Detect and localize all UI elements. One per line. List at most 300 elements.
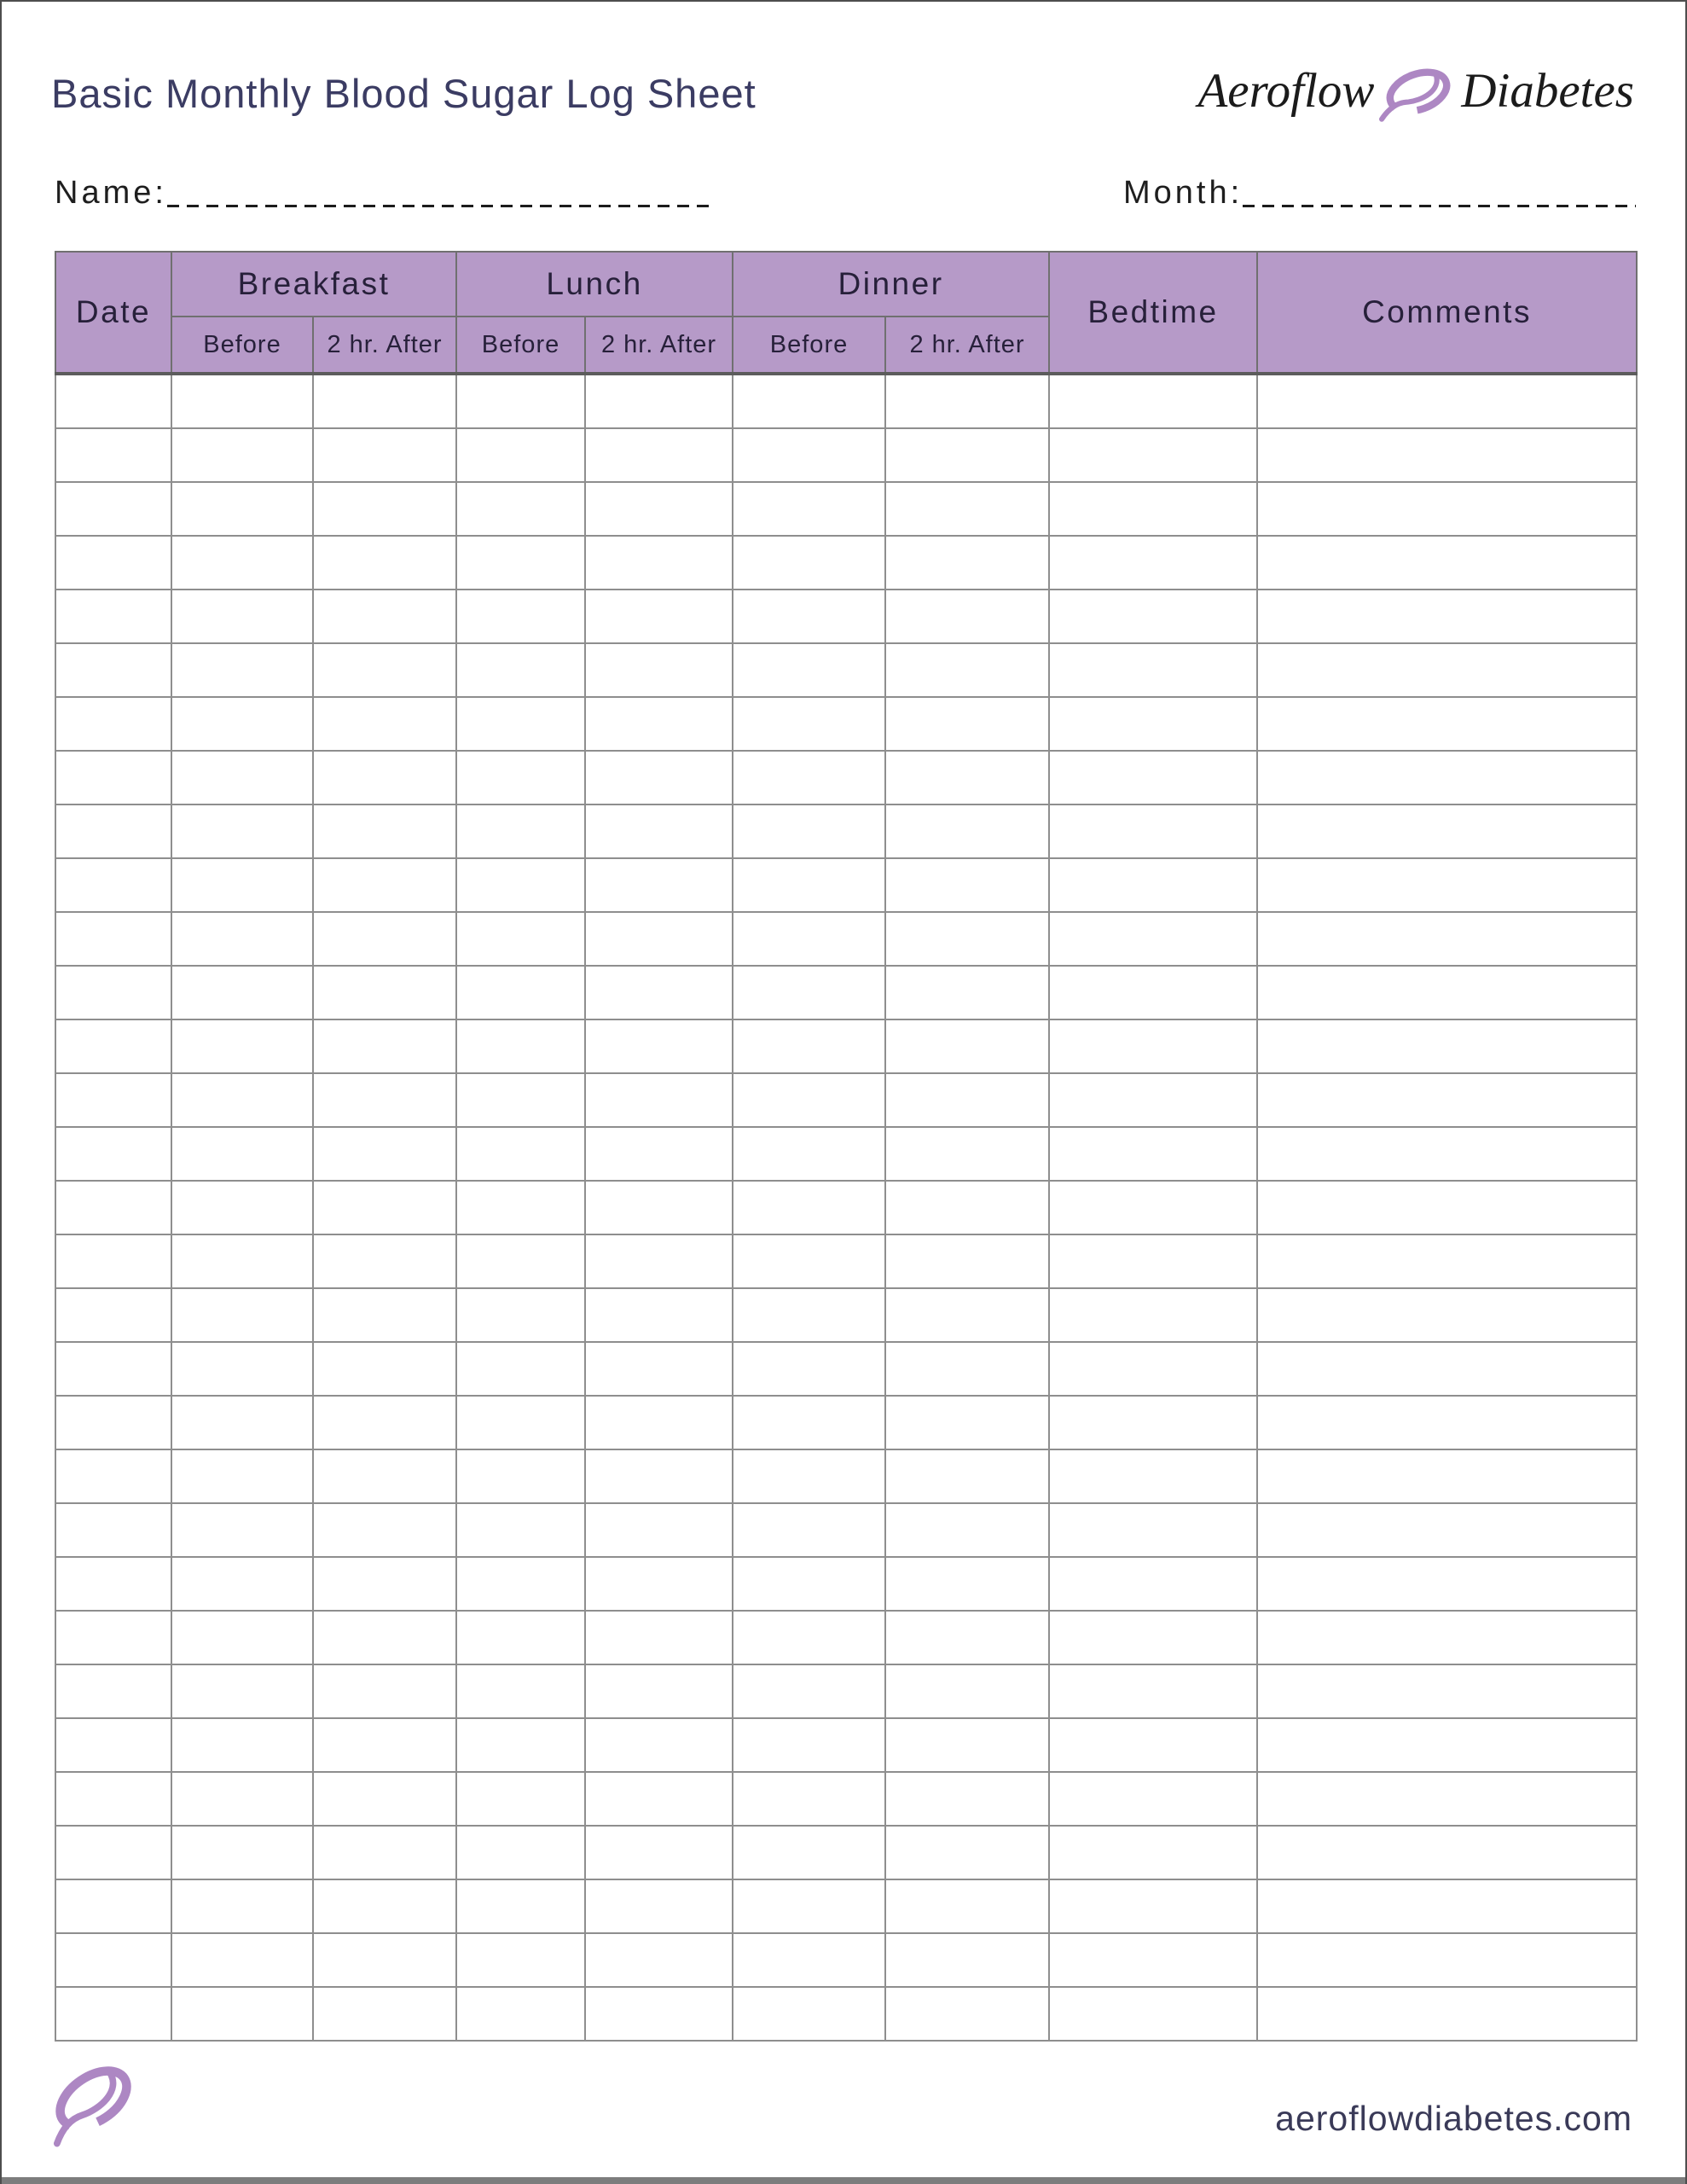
cell-date[interactable] [55, 1611, 171, 1664]
cell-bedtime[interactable] [1049, 1664, 1257, 1718]
cell-breakfast-before[interactable] [171, 1127, 313, 1181]
cell-lunch-before[interactable] [456, 1181, 585, 1234]
cell-dinner-before[interactable] [733, 1611, 885, 1664]
cell-bedtime[interactable] [1049, 1611, 1257, 1664]
cell-lunch-before[interactable] [456, 536, 585, 590]
cell-breakfast-before[interactable] [171, 428, 313, 482]
cell-dinner-after[interactable] [885, 697, 1049, 751]
cell-comments[interactable] [1257, 643, 1637, 697]
cell-dinner-after[interactable] [885, 1557, 1049, 1611]
cell-dinner-after[interactable] [885, 1073, 1049, 1127]
cell-lunch-before[interactable] [456, 1503, 585, 1557]
cell-lunch-before[interactable] [456, 1718, 585, 1772]
cell-dinner-before[interactable] [733, 966, 885, 1019]
cell-comments[interactable] [1257, 912, 1637, 966]
cell-bedtime[interactable] [1049, 1073, 1257, 1127]
cell-bedtime[interactable] [1049, 1127, 1257, 1181]
cell-breakfast-before[interactable] [171, 1664, 313, 1718]
cell-lunch-before[interactable] [456, 966, 585, 1019]
cell-comments[interactable] [1257, 428, 1637, 482]
cell-breakfast-after[interactable] [313, 858, 456, 912]
cell-bedtime[interactable] [1049, 1449, 1257, 1503]
cell-comments[interactable] [1257, 374, 1637, 428]
cell-bedtime[interactable] [1049, 482, 1257, 536]
cell-dinner-before[interactable] [733, 1342, 885, 1396]
cell-breakfast-before[interactable] [171, 482, 313, 536]
cell-comments[interactable] [1257, 536, 1637, 590]
cell-breakfast-after[interactable] [313, 1557, 456, 1611]
cell-date[interactable] [55, 912, 171, 966]
cell-lunch-before[interactable] [456, 374, 585, 428]
cell-date[interactable] [55, 1718, 171, 1772]
cell-dinner-before[interactable] [733, 1772, 885, 1826]
cell-lunch-before[interactable] [456, 1288, 585, 1342]
cell-lunch-after[interactable] [585, 804, 733, 858]
table-row [55, 1987, 1637, 2041]
cell-bedtime[interactable] [1049, 1019, 1257, 1073]
cell-dinner-after[interactable] [885, 1396, 1049, 1449]
cell-breakfast-before[interactable] [171, 1288, 313, 1342]
cell-breakfast-after[interactable] [313, 1664, 456, 1718]
cell-breakfast-after[interactable] [313, 1127, 456, 1181]
cell-lunch-before[interactable] [456, 590, 585, 643]
cell-lunch-before[interactable] [456, 1611, 585, 1664]
cell-dinner-before[interactable] [733, 1826, 885, 1879]
cell-lunch-after[interactable] [585, 536, 733, 590]
cell-breakfast-after[interactable] [313, 1718, 456, 1772]
cell-bedtime[interactable] [1049, 1503, 1257, 1557]
cell-date[interactable] [55, 428, 171, 482]
cell-dinner-after[interactable] [885, 1826, 1049, 1879]
cell-lunch-before[interactable] [456, 482, 585, 536]
cell-dinner-before[interactable] [733, 374, 885, 428]
cell-lunch-before[interactable] [456, 1557, 585, 1611]
cell-lunch-after[interactable] [585, 1073, 733, 1127]
cell-breakfast-after[interactable] [313, 374, 456, 428]
cell-breakfast-before[interactable] [171, 912, 313, 966]
cell-breakfast-before[interactable] [171, 1181, 313, 1234]
cell-comments[interactable] [1257, 1718, 1637, 1772]
table-row [55, 804, 1637, 858]
cell-lunch-before[interactable] [456, 643, 585, 697]
cell-bedtime[interactable] [1049, 1718, 1257, 1772]
cell-dinner-after[interactable] [885, 858, 1049, 912]
cell-breakfast-before[interactable] [171, 1826, 313, 1879]
log-table-body [55, 374, 1637, 2041]
cell-lunch-before[interactable] [456, 1449, 585, 1503]
cell-breakfast-after[interactable] [313, 428, 456, 482]
cell-breakfast-after[interactable] [313, 804, 456, 858]
cell-breakfast-after[interactable] [313, 1288, 456, 1342]
cell-date[interactable] [55, 1019, 171, 1073]
cell-breakfast-before[interactable] [171, 590, 313, 643]
cell-date[interactable] [55, 697, 171, 751]
cell-lunch-before[interactable] [456, 1772, 585, 1826]
cell-breakfast-before[interactable] [171, 1718, 313, 1772]
cell-dinner-after[interactable] [885, 1127, 1049, 1181]
cell-breakfast-before[interactable] [171, 1449, 313, 1503]
column-header-dinner: Dinner [733, 252, 1049, 317]
cell-breakfast-before[interactable] [171, 1073, 313, 1127]
cell-lunch-before[interactable] [456, 912, 585, 966]
cell-comments[interactable] [1257, 1396, 1637, 1449]
cell-date[interactable] [55, 374, 171, 428]
cell-lunch-before[interactable] [456, 1019, 585, 1073]
cell-comments[interactable] [1257, 1342, 1637, 1396]
cell-breakfast-after[interactable] [313, 1772, 456, 1826]
cell-breakfast-after[interactable] [313, 912, 456, 966]
cell-dinner-after[interactable] [885, 1611, 1049, 1664]
name-field [55, 172, 716, 213]
cell-date[interactable] [55, 643, 171, 697]
cell-bedtime[interactable] [1049, 751, 1257, 804]
cell-bedtime[interactable] [1049, 1396, 1257, 1449]
cell-comments[interactable] [1257, 1449, 1637, 1503]
cell-bedtime[interactable] [1049, 590, 1257, 643]
cell-date[interactable] [55, 1772, 171, 1826]
cell-date[interactable] [55, 1181, 171, 1234]
cell-dinner-before[interactable] [733, 482, 885, 536]
cell-comments[interactable] [1257, 1772, 1637, 1826]
cell-lunch-after[interactable] [585, 912, 733, 966]
cell-dinner-before[interactable] [733, 1396, 885, 1449]
cell-lunch-after[interactable] [585, 1611, 733, 1664]
cell-lunch-before[interactable] [456, 1073, 585, 1127]
cell-dinner-before[interactable] [733, 751, 885, 804]
cell-date[interactable] [55, 1288, 171, 1342]
cell-breakfast-before[interactable] [171, 1396, 313, 1449]
cell-lunch-after[interactable] [585, 1503, 733, 1557]
cell-breakfast-after[interactable] [313, 1611, 456, 1664]
cell-dinner-before[interactable] [733, 1073, 885, 1127]
cell-dinner-before[interactable] [733, 1288, 885, 1342]
table-row [55, 1611, 1637, 1664]
cell-bedtime[interactable] [1049, 1288, 1257, 1342]
cell-dinner-after[interactable] [885, 1503, 1049, 1557]
cell-dinner-before[interactable] [733, 428, 885, 482]
cell-lunch-after[interactable] [585, 1826, 733, 1879]
cell-lunch-after[interactable] [585, 1019, 733, 1073]
cell-date[interactable] [55, 1449, 171, 1503]
cell-date[interactable] [55, 1073, 171, 1127]
cell-lunch-after[interactable] [585, 966, 733, 1019]
cell-dinner-before[interactable] [733, 1019, 885, 1073]
cell-lunch-before[interactable] [456, 751, 585, 804]
cell-breakfast-after[interactable] [313, 643, 456, 697]
cell-dinner-before[interactable] [733, 1127, 885, 1181]
cell-bedtime[interactable] [1049, 1772, 1257, 1826]
cell-breakfast-after[interactable] [313, 1019, 456, 1073]
cell-breakfast-before[interactable] [171, 966, 313, 1019]
cell-dinner-before[interactable] [733, 1933, 885, 1987]
cell-date[interactable] [55, 751, 171, 804]
cell-breakfast-before[interactable] [171, 1019, 313, 1073]
cell-lunch-after[interactable] [585, 858, 733, 912]
cell-breakfast-before[interactable] [171, 1611, 313, 1664]
cell-lunch-after[interactable] [585, 697, 733, 751]
cell-lunch-before[interactable] [456, 1879, 585, 1933]
cell-breakfast-after[interactable] [313, 1503, 456, 1557]
cell-lunch-before[interactable] [456, 428, 585, 482]
cell-comments[interactable] [1257, 751, 1637, 804]
cell-dinner-before[interactable] [733, 1449, 885, 1503]
cell-comments[interactable] [1257, 1503, 1637, 1557]
cell-lunch-after[interactable] [585, 590, 733, 643]
cell-dinner-after[interactable] [885, 804, 1049, 858]
cell-breakfast-before[interactable] [171, 1342, 313, 1396]
cell-dinner-after[interactable] [885, 1181, 1049, 1234]
cell-bedtime[interactable] [1049, 1987, 1257, 2041]
cell-breakfast-after[interactable] [313, 1181, 456, 1234]
cell-breakfast-after[interactable] [313, 536, 456, 590]
cell-breakfast-before[interactable] [171, 1234, 313, 1288]
cell-bedtime[interactable] [1049, 536, 1257, 590]
cell-dinner-after[interactable] [885, 1019, 1049, 1073]
cell-dinner-after[interactable] [885, 590, 1049, 643]
cell-date[interactable] [55, 1664, 171, 1718]
cell-dinner-after[interactable] [885, 1718, 1049, 1772]
cell-lunch-after[interactable] [585, 1342, 733, 1396]
cell-breakfast-before[interactable] [171, 1987, 313, 2041]
cell-lunch-before[interactable] [456, 1127, 585, 1181]
cell-date[interactable] [55, 1826, 171, 1879]
cell-lunch-after[interactable] [585, 1557, 733, 1611]
cell-dinner-before[interactable] [733, 536, 885, 590]
cell-comments[interactable] [1257, 1879, 1637, 1933]
cell-bedtime[interactable] [1049, 1933, 1257, 1987]
cell-breakfast-before[interactable] [171, 1503, 313, 1557]
cell-lunch-after[interactable] [585, 428, 733, 482]
cell-lunch-after[interactable] [585, 1234, 733, 1288]
cell-comments[interactable] [1257, 697, 1637, 751]
cell-lunch-before[interactable] [456, 1664, 585, 1718]
cell-dinner-after[interactable] [885, 1288, 1049, 1342]
brand-name-diabetes: Diabetes [1461, 63, 1634, 118]
cell-lunch-before[interactable] [456, 1987, 585, 2041]
cell-comments[interactable] [1257, 1933, 1637, 1987]
cell-lunch-before[interactable] [456, 804, 585, 858]
cell-dinner-before[interactable] [733, 858, 885, 912]
cell-date[interactable] [55, 1503, 171, 1557]
cell-comments[interactable] [1257, 1073, 1637, 1127]
cell-bedtime[interactable] [1049, 912, 1257, 966]
cell-breakfast-after[interactable] [313, 1879, 456, 1933]
cell-date[interactable] [55, 1127, 171, 1181]
cell-date[interactable] [55, 1557, 171, 1611]
cell-lunch-after[interactable] [585, 751, 733, 804]
cell-lunch-before[interactable] [456, 1933, 585, 1987]
cell-comments[interactable] [1257, 1611, 1637, 1664]
cell-lunch-after[interactable] [585, 1127, 733, 1181]
cell-dinner-before[interactable] [733, 1503, 885, 1557]
cell-bedtime[interactable] [1049, 858, 1257, 912]
cell-date[interactable] [55, 590, 171, 643]
cell-lunch-after[interactable] [585, 1288, 733, 1342]
cell-bedtime[interactable] [1049, 428, 1257, 482]
cell-dinner-before[interactable] [733, 912, 885, 966]
cell-bedtime[interactable] [1049, 1234, 1257, 1288]
cell-lunch-after[interactable] [585, 1772, 733, 1826]
cell-breakfast-after[interactable] [313, 590, 456, 643]
cell-date[interactable] [55, 1342, 171, 1396]
log-table-header [55, 252, 1637, 374]
cell-dinner-before[interactable] [733, 1718, 885, 1772]
cell-dinner-after[interactable] [885, 1879, 1049, 1933]
column-header-breakfast: Breakfast [171, 252, 456, 317]
cell-dinner-after[interactable] [885, 1342, 1049, 1396]
cell-lunch-after[interactable] [585, 1181, 733, 1234]
cell-date[interactable] [55, 1933, 171, 1987]
cell-lunch-before[interactable] [456, 1234, 585, 1288]
cell-breakfast-after[interactable] [313, 1933, 456, 1987]
cell-breakfast-after[interactable] [313, 966, 456, 1019]
cell-comments[interactable] [1257, 590, 1637, 643]
cell-comments[interactable] [1257, 966, 1637, 1019]
cell-dinner-before[interactable] [733, 1234, 885, 1288]
cell-date[interactable] [55, 1987, 171, 2041]
cell-lunch-after[interactable] [585, 1879, 733, 1933]
cell-comments[interactable] [1257, 1019, 1637, 1073]
cell-breakfast-after[interactable] [313, 1073, 456, 1127]
cell-dinner-after[interactable] [885, 536, 1049, 590]
cell-lunch-before[interactable] [456, 1826, 585, 1879]
cell-comments[interactable] [1257, 1826, 1637, 1879]
table-row [55, 536, 1637, 590]
name-input-line[interactable] [167, 205, 716, 207]
cell-comments[interactable] [1257, 482, 1637, 536]
cell-breakfast-before[interactable] [171, 751, 313, 804]
cell-comments[interactable] [1257, 1557, 1637, 1611]
cell-lunch-before[interactable] [456, 1342, 585, 1396]
cell-date[interactable] [55, 1234, 171, 1288]
cell-breakfast-before[interactable] [171, 643, 313, 697]
cell-breakfast-after[interactable] [313, 482, 456, 536]
cell-bedtime[interactable] [1049, 1181, 1257, 1234]
cell-breakfast-after[interactable] [313, 1449, 456, 1503]
table-row [55, 858, 1637, 912]
cell-dinner-after[interactable] [885, 1772, 1049, 1826]
cell-lunch-after[interactable] [585, 1396, 733, 1449]
bottom-bar [2, 2177, 1685, 2184]
cell-dinner-before[interactable] [733, 697, 885, 751]
cell-lunch-after[interactable] [585, 1718, 733, 1772]
cell-lunch-after[interactable] [585, 1933, 733, 1987]
table-row [55, 1557, 1637, 1611]
cell-date[interactable] [55, 536, 171, 590]
cell-dinner-before[interactable] [733, 1181, 885, 1234]
cell-dinner-after[interactable] [885, 1987, 1049, 2041]
cell-lunch-after[interactable] [585, 643, 733, 697]
cell-dinner-before[interactable] [733, 1664, 885, 1718]
cell-comments[interactable] [1257, 1234, 1637, 1288]
cell-dinner-after[interactable] [885, 751, 1049, 804]
cell-bedtime[interactable] [1049, 1557, 1257, 1611]
cell-breakfast-after[interactable] [313, 1234, 456, 1288]
cell-lunch-after[interactable] [585, 1449, 733, 1503]
cell-lunch-before[interactable] [456, 858, 585, 912]
cell-breakfast-after[interactable] [313, 751, 456, 804]
cell-date[interactable] [55, 1879, 171, 1933]
cell-lunch-before[interactable] [456, 697, 585, 751]
cell-dinner-after[interactable] [885, 912, 1049, 966]
cell-bedtime[interactable] [1049, 697, 1257, 751]
cell-dinner-before[interactable] [733, 804, 885, 858]
cell-dinner-after[interactable] [885, 428, 1049, 482]
aeroflow-swirl-icon [36, 2048, 152, 2152]
cell-bedtime[interactable] [1049, 374, 1257, 428]
cell-comments[interactable] [1257, 1127, 1637, 1181]
cell-breakfast-before[interactable] [171, 1772, 313, 1826]
cell-breakfast-before[interactable] [171, 804, 313, 858]
cell-dinner-before[interactable] [733, 1557, 885, 1611]
cell-comments[interactable] [1257, 1664, 1637, 1718]
cell-bedtime[interactable] [1049, 966, 1257, 1019]
table-row [55, 1127, 1637, 1181]
cell-breakfast-before[interactable] [171, 1933, 313, 1987]
cell-dinner-before[interactable] [733, 590, 885, 643]
cell-breakfast-after[interactable] [313, 1826, 456, 1879]
cell-breakfast-before[interactable] [171, 374, 313, 428]
cell-bedtime[interactable] [1049, 643, 1257, 697]
cell-date[interactable] [55, 1396, 171, 1449]
cell-comments[interactable] [1257, 1987, 1637, 2041]
cell-dinner-before[interactable] [733, 1879, 885, 1933]
cell-comments[interactable] [1257, 1181, 1637, 1234]
cell-date[interactable] [55, 966, 171, 1019]
cell-dinner-after[interactable] [885, 1234, 1049, 1288]
cell-dinner-after[interactable] [885, 1664, 1049, 1718]
cell-bedtime[interactable] [1049, 1826, 1257, 1879]
cell-dinner-after[interactable] [885, 966, 1049, 1019]
column-header-lunch: Lunch [456, 252, 733, 317]
cell-comments[interactable] [1257, 1288, 1637, 1342]
cell-breakfast-after[interactable] [313, 1987, 456, 2041]
cell-date[interactable] [55, 804, 171, 858]
cell-date[interactable] [55, 482, 171, 536]
cell-dinner-before[interactable] [733, 1987, 885, 2041]
cell-lunch-after[interactable] [585, 1664, 733, 1718]
cell-breakfast-before[interactable] [171, 858, 313, 912]
cell-lunch-after[interactable] [585, 1987, 733, 2041]
cell-comments[interactable] [1257, 804, 1637, 858]
column-header-date: Date [55, 252, 171, 374]
cell-breakfast-before[interactable] [171, 1557, 313, 1611]
cell-comments[interactable] [1257, 858, 1637, 912]
cell-breakfast-after[interactable] [313, 1342, 456, 1396]
cell-dinner-after[interactable] [885, 1449, 1049, 1503]
cell-breakfast-before[interactable] [171, 536, 313, 590]
cell-dinner-after[interactable] [885, 374, 1049, 428]
cell-bedtime[interactable] [1049, 1879, 1257, 1933]
cell-lunch-after[interactable] [585, 374, 733, 428]
cell-bedtime[interactable] [1049, 1342, 1257, 1396]
cell-breakfast-before[interactable] [171, 697, 313, 751]
cell-lunch-after[interactable] [585, 482, 733, 536]
table-row [55, 1449, 1637, 1503]
cell-breakfast-after[interactable] [313, 1396, 456, 1449]
cell-bedtime[interactable] [1049, 804, 1257, 858]
cell-date[interactable] [55, 858, 171, 912]
cell-dinner-before[interactable] [733, 643, 885, 697]
cell-breakfast-after[interactable] [313, 697, 456, 751]
website-link[interactable]: aeroflowdiabetes.com [1275, 2099, 1632, 2138]
cell-dinner-after[interactable] [885, 482, 1049, 536]
cell-dinner-after[interactable] [885, 1933, 1049, 1987]
cell-lunch-before[interactable] [456, 1396, 585, 1449]
cell-dinner-after[interactable] [885, 643, 1049, 697]
month-input-line[interactable] [1243, 205, 1636, 207]
cell-breakfast-before[interactable] [171, 1879, 313, 1933]
